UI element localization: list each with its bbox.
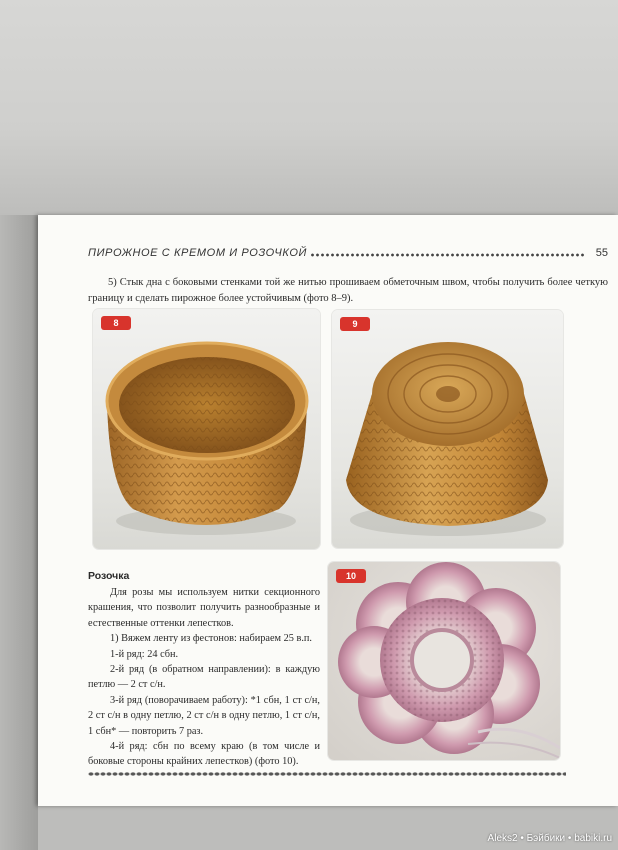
inverted-basket-illustration bbox=[332, 310, 563, 548]
running-title: ПИРОЖНОЕ С КРЕМОМ И РОЗОЧКОЙ bbox=[88, 247, 307, 259]
paragraph: 4-й ряд: сбн по всему краю (в том числе и боковые стороны крайних лепестков) (фото 10). bbox=[88, 741, 320, 768]
crochet-rose-illustration bbox=[328, 562, 560, 760]
paragraph: 3-й ряд (поворачиваем работу): *1 сбн, 1 ст с/н, 2 ст с/н в одну петлю, 2 ст с/н в одну петлю, 1 ст с/н, 1 сбн* — повторить 7 раз. bbox=[88, 694, 320, 737]
photo-8-crochet-basket bbox=[93, 309, 320, 549]
rose-instructions bbox=[88, 585, 320, 770]
intro-paragraph: 5) Стык дна с боковыми стенками той же нитью прошиваем обметочным швом, чтобы получить более четкую границу и сделать пирожное более устойчивым (фото 8–9). bbox=[88, 277, 608, 304]
photo-9-crochet-basket-inverted bbox=[332, 310, 563, 548]
photo-10-crochet-rose bbox=[328, 562, 560, 760]
paragraph: 2-й ряд (в обратном направлении): в каждую петлю — 2 ст с/н. bbox=[88, 664, 320, 691]
paragraph: Для розы мы используем нитки секционного крашения, что позволит получить разнообразные и естественные оттенки лепестков. bbox=[88, 587, 320, 629]
watermark: Aleks2 • Бэйбики • babiki.ru bbox=[487, 833, 612, 844]
paragraph: 1-й ряд: 24 сбн. bbox=[110, 648, 179, 660]
scanner-background-top bbox=[0, 0, 618, 215]
crochet-basket-illustration bbox=[93, 309, 320, 549]
section-heading: Розочка bbox=[88, 570, 130, 582]
photo-number-badge: 9 bbox=[340, 317, 370, 331]
paragraph: 1) Вяжем ленту из фестонов: набираем 25 в.п. bbox=[110, 633, 312, 645]
photo-number-badge: 8 bbox=[101, 316, 131, 330]
page-content bbox=[88, 215, 608, 806]
page-number: 55 bbox=[595, 247, 608, 259]
bottom-decorative-rule bbox=[88, 771, 566, 777]
running-header bbox=[88, 245, 608, 265]
scanner-background-left bbox=[0, 215, 38, 850]
book-page bbox=[38, 215, 618, 806]
header-dotted-rule bbox=[310, 253, 584, 257]
photo-number-badge: 10 bbox=[336, 569, 366, 583]
